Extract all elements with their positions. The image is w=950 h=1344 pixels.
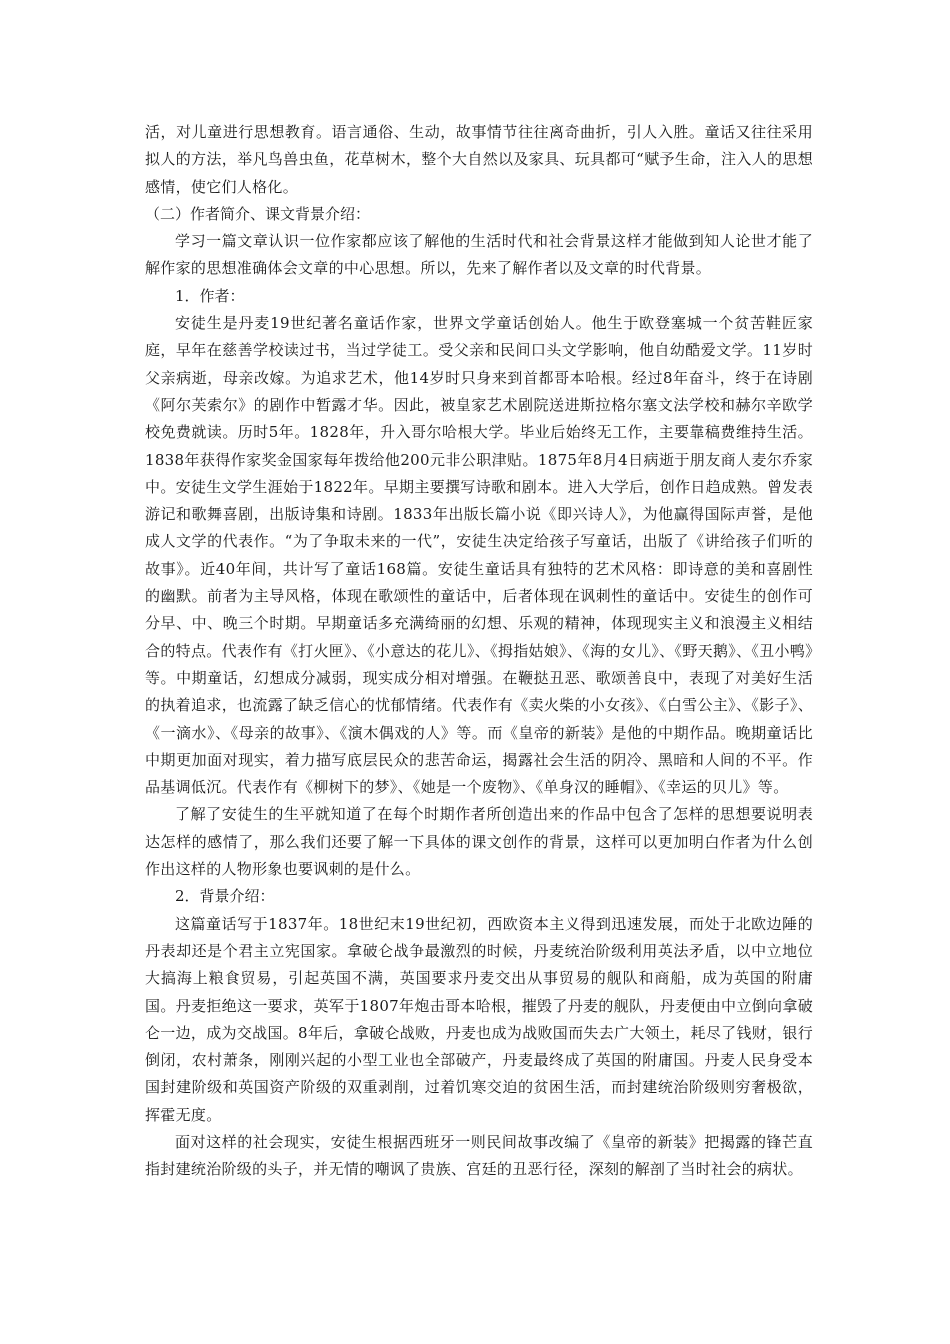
subheading-background: 2．背景介绍：	[175, 887, 275, 906]
subheading-author: 1．作者：	[175, 286, 245, 305]
paragraph-transition: 了解了安徒生的生平就知道了在每个时期作者所创造出来的作品中包含了怎样的思想要说明表达怎样的感情了，那么我们还要了解一下具体的课文创作的背景，这样可以更加明白作者为什么创作出这样的人物形象也要讽刺的是什么。	[145, 805, 813, 879]
paragraph-historical-background: 这篇童话写于1837年。18世纪末19世纪初，西欧资本主义得到迅速发展，而处于北欧边陲的丹表却还是个君主立宪国家。拿破仑战争最激烈的时候，丹麦统治阶级利用英法矛盾，以中立地位大搞海上粮食贸易，引起英国不满，英国要求丹麦交出从事贸易的舰队和商船，成为英国的附庸国。丹麦拒绝这一要求，英军于1807年炮击哥本哈根，摧毁了丹麦的舰队，丹麦便由中立倒向拿破仑一边，成为交战国。8年后，拿破仑战败，丹麦也成为战败国而失去广大领土，耗尽了钱财，银行倒闭，农村萧条，刚刚兴起的小型工业也全部破产，丹麦最终成了英国的附庸国。丹麦人民身受本国封建阶级和英国资产阶级的双重剥削，过着饥寒交迫的贫困生活，而封建统治阶级则穷奢极欲，挥霍无度。	[145, 914, 813, 1124]
section-heading-author-background: （二）作者简介、课文背景介绍：	[145, 204, 371, 223]
paragraph-author-bio: 安徒生是丹麦19世纪著名童话作家，世界文学童话创始人。他生于欧登塞城一个贫苦鞋匠家庭，早年在慈善学校读过书，当过学徒工。受父亲和民间口头文学影响，他自幼酷爱文学。11岁时父亲病逝，母亲改嫁。为追求艺术，他14岁时只身来到首都哥本哈根。经过8年奋斗，终于在诗剧《阿尔芙索尔》的剧作中暂露才华。因此，被皇家艺术剧院送进斯拉格尔塞文法学校和赫尔辛欧学校免费就读。历时5年。1828年，升入哥尔哈根大学。毕业后始终无工作，主要靠稿费维持生活。1838年获得作家奖金国家每年拨给他200元非公职津贴。1875年8月4日病逝于朋友商人麦尔乔家中。安徒生文学生涯始于1822年。早期主要撰写诗歌和剧本。进入大学后，创作日趋成熟。曾发表游记和歌舞喜剧，出版诗集和诗剧。1833年出版长篇小说《即兴诗人》，为他赢得国际声誉，是他成人文学的代表作。“为了争取未来的一代”，安徒生决定给孩子写童话，出版了《讲给孩子们听的故事》。近40年间，共计写了童话168篇。安徒生童话具有独特的艺术风格：即诗意的美和喜剧性的幽默。前者为主导风格，体现在歌颂性的童话中，后者体现在讽刺性的童话中。安徒生的创作可分早、中、晚三个时期。早期童话多充满绮丽的幻想、乐观的精神，体现现实主义和浪漫主义相结合的特点。代表作有《打火匣》、《小意达的花儿》、《拇指姑娘》、《海的女儿》、《野天鹅》、《丑小鸭》等。中期童话，幻想成分减弱，现实成分相对增强。在鞭挞丑恶、歌颂善良中，表现了对美好生活的执着追求，也流露了缺乏信心的忧郁情绪。代表作有《卖火柴的小女孩》、《白雪公主》、《影子》、《一滴水》、《母亲的故事》、《演木偶戏的人》等。而《皇帝的新装》是他的中期作品。晚期童话比中期更加面对现实，着力描写底层民众的悲苦命运，揭露社会生活的阴冷、黑暗和人间的不平。作品基调低沉。代表作有《柳树下的梦》、《她是一个废物》、《单身汉的睡帽》、《幸运的贝儿》等。	[145, 314, 813, 797]
paragraph-conclusion: 面对这样的社会现实，安徒生根据西班牙一则民间故事改编了《皇帝的新装》把揭露的锋芒直指封建统治阶级的头子，并无情的嘲讽了贵族、宫廷的丑恶行径，深刻的解剖了当时社会的病状。	[145, 1132, 813, 1179]
document-page	[145, 119, 813, 1184]
paragraph-intro: 学习一篇文章认识一位作家都应该了解他的生活时代和社会背景这样才能做到知人论世才能了解作家的思想准确体会文章的中心思想。所以，先来了解作者以及文章的时代背景。	[145, 232, 813, 278]
paragraph-fairy-tale-definition: 活，对儿童进行思想教育。语言通俗、生动，故事情节往往离奇曲折，引人入胜。童话又往往采用拟人的方法，举凡鸟兽虫鱼，花草树木，整个大自然以及家具、玩具都可“赋予生命，注入人的思想感情，使它们人格化。	[145, 123, 813, 196]
